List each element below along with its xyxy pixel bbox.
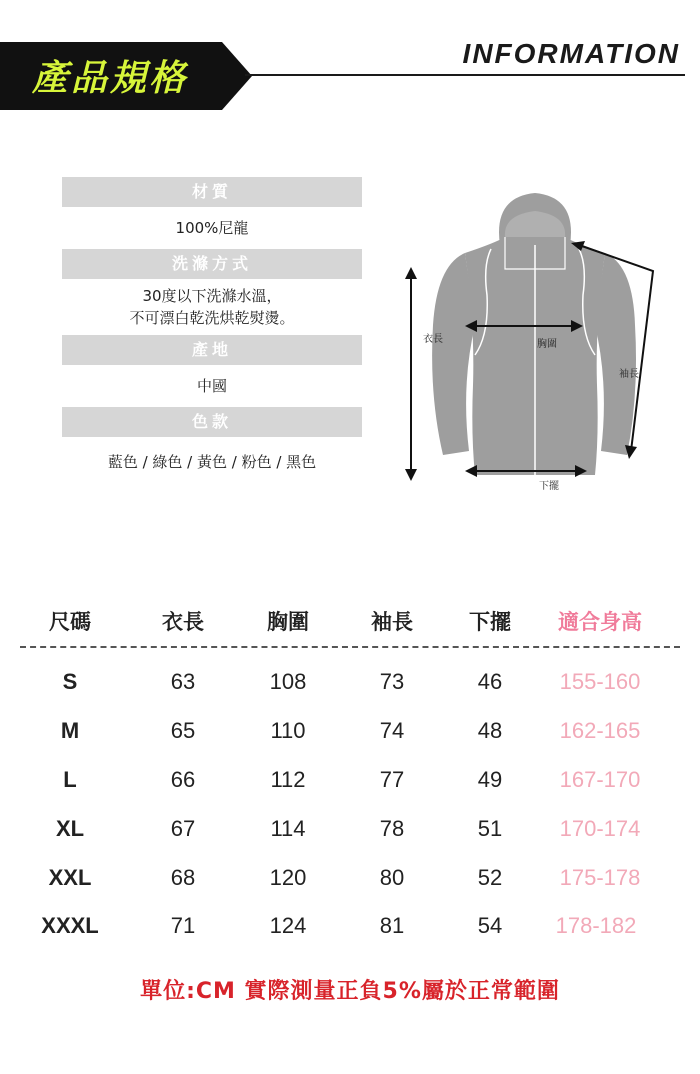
spec-block [62, 177, 362, 473]
color-label: 色款 [62, 407, 362, 437]
chest-label: 胸圍 [537, 339, 557, 350]
chest-cell: 108 [269, 669, 307, 694]
length-cell: 65 [170, 718, 196, 743]
chest-cell: 112 [270, 767, 306, 792]
height-cell: 170-174 [559, 816, 641, 841]
size-cell: XXL [48, 865, 92, 890]
page-subtitle: INFORMATION [462, 38, 680, 69]
header-height: 適合身高 [558, 610, 642, 634]
height-cell: 178-182 [555, 913, 637, 938]
table-row [0, 662, 700, 702]
length-cell: 66 [170, 767, 196, 792]
header-chest: 胸圍 [267, 610, 309, 634]
header-hem: 下擺 [469, 610, 511, 634]
sleeve-cell: 80 [379, 865, 405, 890]
hem-cell: 54 [477, 913, 503, 938]
table-row [0, 809, 700, 849]
sleeve-cell: 74 [379, 718, 405, 743]
size-cell: L [63, 767, 77, 792]
hem-cell: 51 [477, 816, 503, 841]
origin-value: 中國 [196, 377, 227, 395]
wash-value: 30度以下洗滌水溫， 不可漂白乾洗烘乾熨燙。 [129, 287, 295, 327]
chest-cell: 114 [270, 816, 306, 841]
header-length: 衣長 [162, 610, 204, 634]
sleeve-cell: 78 [379, 816, 405, 841]
sleeve-label: 袖長 [619, 369, 639, 380]
origin-label: 產地 [62, 335, 362, 365]
table-row [0, 760, 700, 800]
color-value: 藍色 / 綠色 / 黃色 / 粉色 / 黑色 [107, 453, 317, 471]
chest-cell: 124 [269, 913, 307, 938]
size-cell: M [60, 718, 80, 743]
page-title: 產品規格 [32, 58, 189, 99]
size-cell: S [62, 669, 78, 694]
length-cell: 68 [170, 865, 196, 890]
height-cell: 167-170 [559, 767, 641, 792]
hem-label: 下擺 [539, 481, 559, 492]
height-cell: 162-165 [559, 718, 641, 743]
header-divider [245, 74, 685, 76]
table-row [0, 906, 700, 946]
sleeve-cell: 73 [379, 669, 405, 694]
length-cell: 63 [170, 669, 196, 694]
table-row [0, 711, 700, 751]
height-cell: 175-178 [559, 865, 641, 890]
table-row [0, 858, 700, 898]
hem-cell: 49 [477, 767, 503, 792]
table-header [0, 602, 700, 642]
hem-cell: 52 [477, 865, 503, 890]
garment-diagram [395, 185, 675, 495]
header [0, 0, 700, 110]
length-cell: 71 [170, 913, 196, 938]
hem-cell: 46 [477, 669, 503, 694]
chest-cell: 120 [269, 865, 307, 890]
header-size: 尺碼 [49, 610, 91, 634]
material-label: 材質 [62, 177, 362, 207]
measurement-footnote: 單位:CM 實際測量正負5%屬於正常範圍 [140, 979, 560, 1004]
chest-cell: 110 [270, 718, 306, 743]
length-label: 衣長 [423, 334, 443, 345]
header-sleeve: 袖長 [371, 610, 413, 634]
hem-cell: 48 [477, 718, 503, 743]
size-cell: XL [55, 816, 85, 841]
length-cell: 67 [170, 816, 196, 841]
height-cell: 155-160 [559, 669, 641, 694]
table-divider [20, 646, 680, 648]
size-cell: XXXL [41, 913, 99, 938]
sleeve-cell: 77 [379, 767, 405, 792]
material-value: 100%尼龍 [175, 219, 249, 237]
wash-label: 洗滌方式 [62, 249, 362, 279]
sleeve-cell: 81 [379, 913, 405, 938]
